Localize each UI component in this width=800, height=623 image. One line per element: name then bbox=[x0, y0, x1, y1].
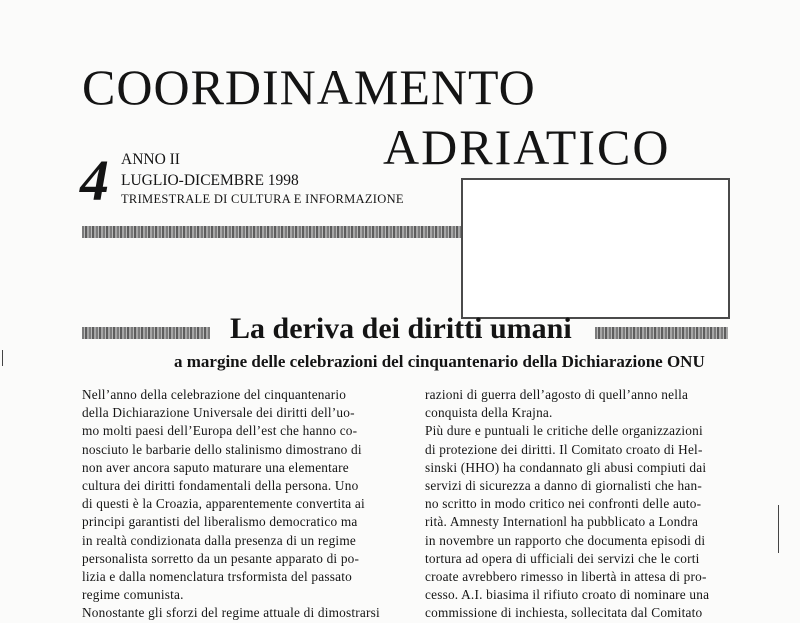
text-line: lizia e dalla nomenclatura trsformista del passato bbox=[82, 569, 352, 585]
article-column-left bbox=[82, 386, 400, 623]
text-line: sinski (HHO) ha condannato gli abusi compiuti dai bbox=[425, 459, 707, 475]
text-line: di protezione dei diritti. Il Comitato croato di Hel- bbox=[425, 441, 703, 457]
text-line: nosciuto le barbarie dello stalinismo dimostrano di bbox=[82, 441, 362, 457]
issue-year: ANNO II bbox=[121, 151, 180, 168]
text-line: cesso. A.I. biasima il rifiuto croato di nominare una bbox=[425, 587, 710, 603]
text-line: croate avrebbero rimesso in libertà in attesa di pro- bbox=[425, 569, 707, 585]
text-line: razioni di guerra dell’agosto di quell’anno nella bbox=[425, 387, 689, 402]
text-line: cultura dei diritti fondamentali della persona. Uno bbox=[82, 478, 359, 494]
text-line: Più dure e puntuali le critiche delle organizzazioni bbox=[425, 423, 703, 439]
text-line: della Dichiarazione Universale dei diritti dell’uo- bbox=[82, 405, 355, 421]
headline-band-right bbox=[595, 327, 728, 339]
text-line: Nonostante gli sforzi del regime attuale di dimostrarsi bbox=[82, 605, 380, 621]
text-line: personalista sorretto da un pesante apparato di po- bbox=[82, 550, 360, 566]
text-line: Nell’anno della celebrazione del cinquantenario bbox=[82, 387, 347, 402]
text-line: principi garantisti del liberalismo democratico ma bbox=[82, 514, 358, 530]
text-line: no scritto in modo critico nei confronti delle auto- bbox=[425, 496, 702, 512]
text-line: rità. Amnesty Internationl ha pubblicato a Londra bbox=[425, 514, 699, 530]
scan-edge-mark-left bbox=[2, 350, 3, 366]
text-line: di questi è la Croazia, apparentemente convertita ai bbox=[82, 496, 365, 512]
masthead-band bbox=[82, 226, 462, 238]
text-line: in novembre un rapporto che documenta episodi di bbox=[425, 532, 706, 548]
text-line: conquista della Krajna. bbox=[425, 405, 553, 421]
masthead-title-line1: COORDINAMENTO bbox=[82, 59, 536, 115]
issue-tagline: TRIMESTRALE DI CULTURA E INFORMAZIONE bbox=[121, 192, 404, 206]
photo-placeholder bbox=[461, 178, 730, 319]
text-line: tortura ad opera di ufficiali dei servizi che le corti bbox=[425, 550, 700, 566]
article-headline: La deriva dei diritti umani bbox=[230, 312, 572, 345]
masthead-title-line2: ADRIATICO bbox=[383, 119, 671, 175]
scan-edge-mark-right bbox=[778, 505, 779, 553]
text-line: mo molti paesi dell’Europa dell’est che hanno co- bbox=[82, 423, 358, 439]
text-line: commissione di inchiesta, sollecitata dal Comitato bbox=[425, 605, 703, 621]
article-column-right bbox=[425, 386, 745, 623]
article-subheadline: a margine delle celebrazioni del cinquantenario della Dichiarazione ONU bbox=[174, 352, 705, 371]
text-line: servizi di sicurezza a danno di giornalisti che han- bbox=[425, 478, 702, 494]
issue-period: LUGLIO-DICEMBRE 1998 bbox=[121, 172, 299, 189]
text-line: regime comunista. bbox=[82, 587, 184, 603]
headline-band-left bbox=[82, 327, 210, 339]
issue-number: 4 bbox=[80, 148, 109, 213]
text-line: non aver ancora saputo maturare una elementare bbox=[82, 459, 349, 475]
text-line: in realtà condizionata dalla presenza di un regime bbox=[82, 532, 356, 548]
